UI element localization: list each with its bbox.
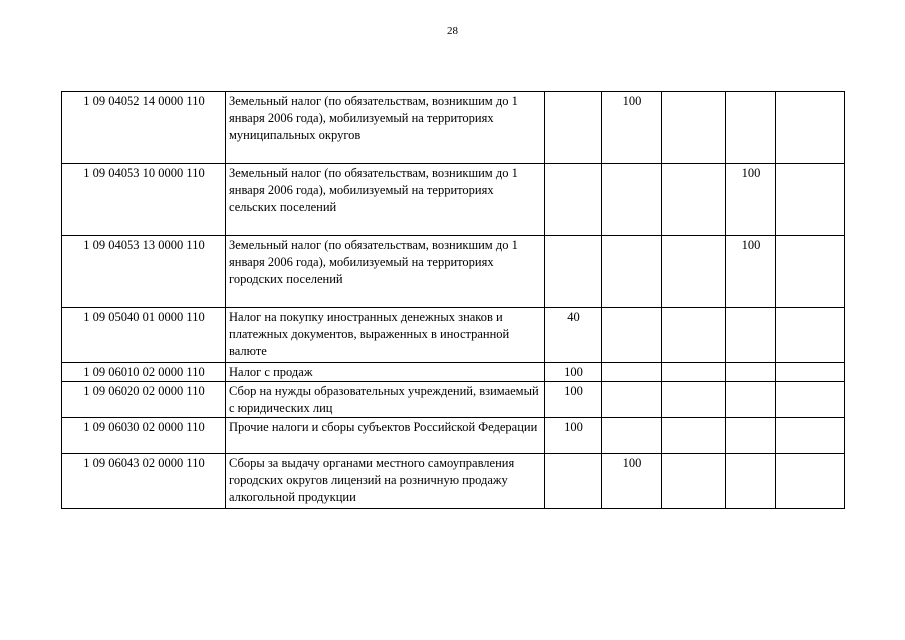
value-cell xyxy=(726,454,776,509)
revenue-name: Налог на покупку иностранных денежных знаков и платежных документов, выраженных в иностранной валюте xyxy=(226,308,545,363)
value-cell xyxy=(662,382,726,418)
value-cell xyxy=(776,236,845,308)
value-cell xyxy=(662,92,726,164)
value-cell xyxy=(726,418,776,454)
value-cell xyxy=(726,92,776,164)
revenue-code: 1 09 06010 02 0000 110 xyxy=(62,363,226,382)
value-cell xyxy=(776,363,845,382)
value-cell xyxy=(602,164,662,236)
value-cell xyxy=(545,454,602,509)
revenue-code: 1 09 06043 02 0000 110 xyxy=(62,454,226,509)
table-row xyxy=(62,236,845,308)
table-row xyxy=(62,454,845,509)
value-cell xyxy=(662,454,726,509)
value-cell xyxy=(726,308,776,363)
value-cell: 100 xyxy=(726,236,776,308)
value-cell xyxy=(662,164,726,236)
table-row xyxy=(62,363,845,382)
value-cell xyxy=(726,382,776,418)
value-cell xyxy=(545,92,602,164)
value-cell: 100 xyxy=(545,418,602,454)
table-row xyxy=(62,164,845,236)
value-cell xyxy=(776,308,845,363)
value-cell xyxy=(602,308,662,363)
value-cell xyxy=(545,164,602,236)
revenue-name: Сбор на нужды образовательных учреждений, взимаемый с юридических лиц xyxy=(226,382,545,418)
revenue-code: 1 09 06020 02 0000 110 xyxy=(62,382,226,418)
value-cell xyxy=(545,236,602,308)
value-cell: 40 xyxy=(545,308,602,363)
revenue-code: 1 09 04052 14 0000 110 xyxy=(62,92,226,164)
value-cell: 100 xyxy=(545,382,602,418)
value-cell: 100 xyxy=(726,164,776,236)
value-cell xyxy=(776,92,845,164)
page-number: 28 xyxy=(447,25,458,37)
revenue-name: Прочие налоги и сборы субъектов Российской Федерации xyxy=(226,418,545,454)
value-cell xyxy=(662,236,726,308)
revenue-code: 1 09 05040 01 0000 110 xyxy=(62,308,226,363)
value-cell xyxy=(776,164,845,236)
value-cell xyxy=(776,418,845,454)
value-cell xyxy=(776,454,845,509)
value-cell: 100 xyxy=(602,92,662,164)
table-row xyxy=(62,382,845,418)
revenue-name: Налог с продаж xyxy=(226,363,545,382)
value-cell: 100 xyxy=(545,363,602,382)
revenue-name: Земельный налог (по обязательствам, возникшим до 1 января 2006 года), мобилизуемый на территориях сельских поселений xyxy=(226,164,545,236)
revenue-name: Сборы за выдачу органами местного самоуправления городских округов лицензий на розничную продажу алкогольной продукции xyxy=(226,454,545,509)
value-cell xyxy=(662,363,726,382)
value-cell xyxy=(776,382,845,418)
value-cell xyxy=(602,236,662,308)
revenue-code: 1 09 04053 10 0000 110 xyxy=(62,164,226,236)
revenue-name: Земельный налог (по обязательствам, возникшим до 1 января 2006 года), мобилизуемый на территориях муниципальных округов xyxy=(226,92,545,164)
table-row xyxy=(62,308,845,363)
value-cell xyxy=(662,418,726,454)
value-cell xyxy=(726,363,776,382)
value-cell: 100 xyxy=(602,454,662,509)
revenue-code: 1 09 06030 02 0000 110 xyxy=(62,418,226,454)
value-cell xyxy=(602,382,662,418)
revenue-distribution-table xyxy=(61,91,845,509)
table-row xyxy=(62,418,845,454)
value-cell xyxy=(602,418,662,454)
value-cell xyxy=(662,308,726,363)
revenue-name: Земельный налог (по обязательствам, возникшим до 1 января 2006 года), мобилизуемый на территориях городских поселений xyxy=(226,236,545,308)
revenue-code: 1 09 04053 13 0000 110 xyxy=(62,236,226,308)
table-row xyxy=(62,92,845,164)
value-cell xyxy=(602,363,662,382)
